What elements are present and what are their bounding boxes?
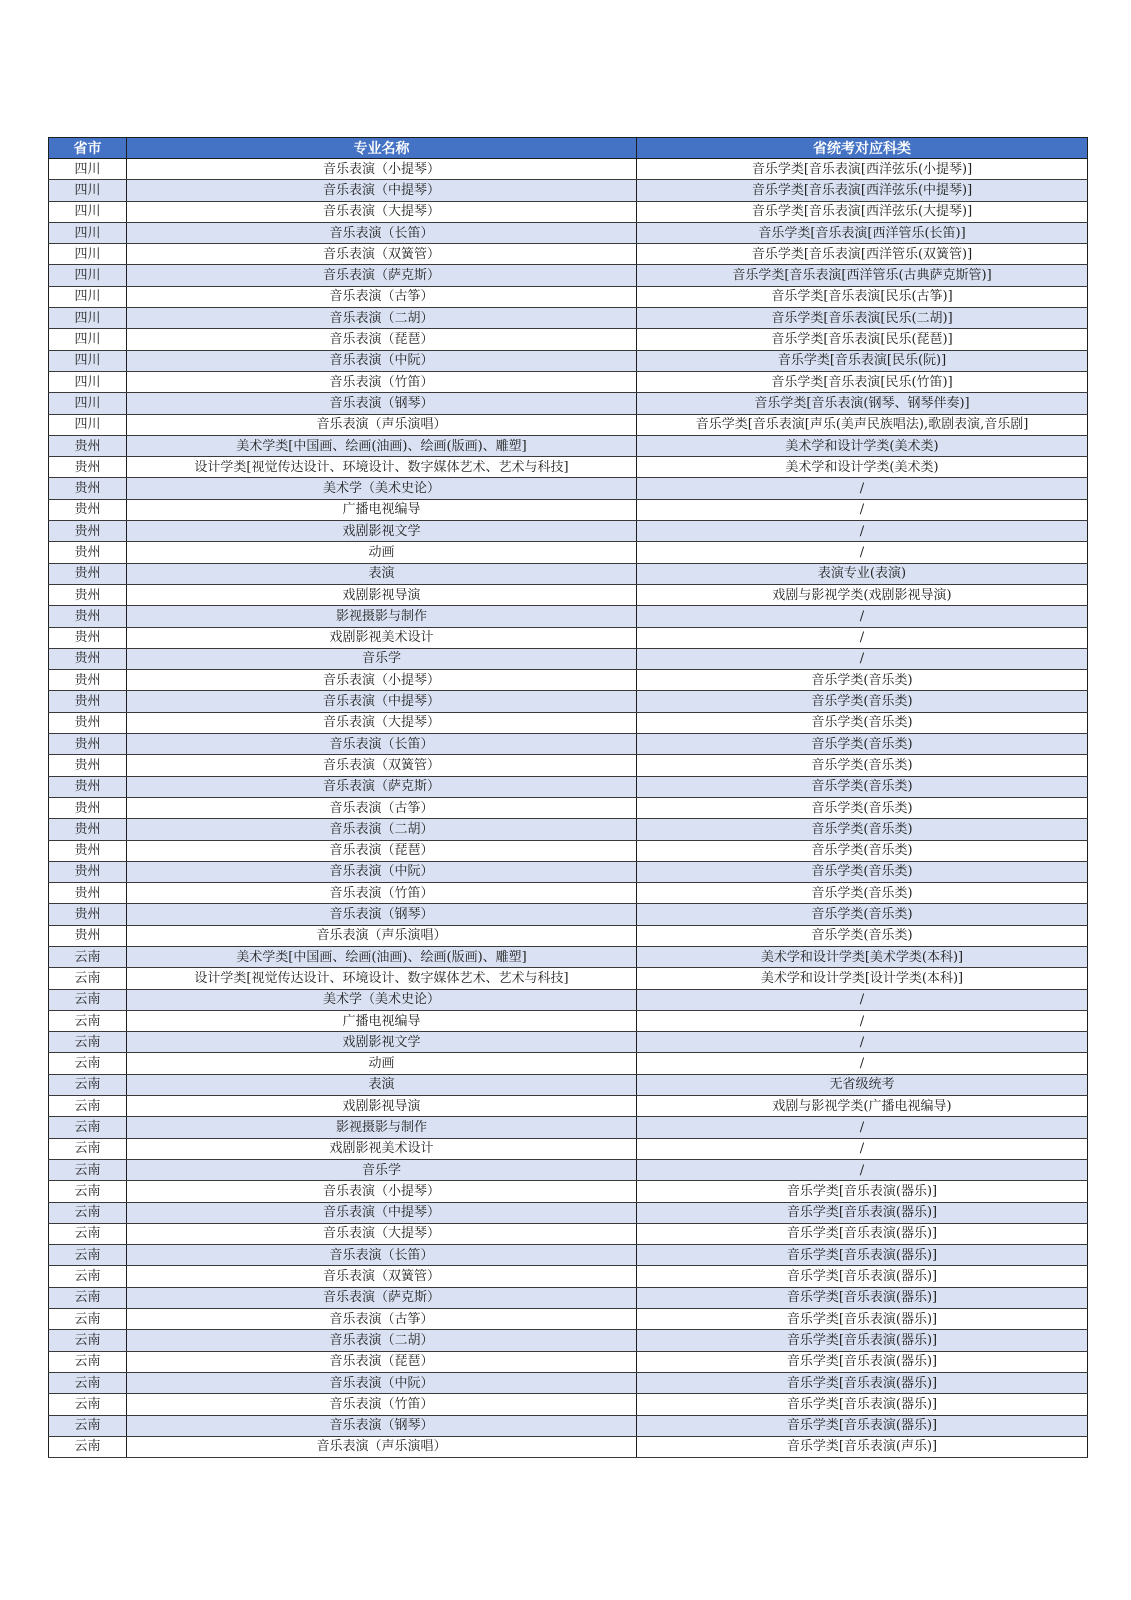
cell-exam-category: / xyxy=(637,1032,1088,1053)
cell-major-name: 音乐表演（琵琶） xyxy=(127,1351,637,1372)
cell-major-name: 音乐表演（大提琴） xyxy=(127,201,637,222)
cell-exam-category: 音乐学类[音乐表演(器乐)] xyxy=(637,1372,1088,1393)
table-row xyxy=(49,435,1088,456)
cell-province: 云南 xyxy=(49,1245,127,1266)
cell-province: 云南 xyxy=(49,1415,127,1436)
cell-major-name: 音乐表演（竹笛） xyxy=(127,371,637,392)
cell-exam-category: 音乐学类[音乐表演[西洋弦乐(中提琴)] xyxy=(637,180,1088,201)
cell-province: 贵州 xyxy=(49,521,127,542)
cell-province: 云南 xyxy=(49,1202,127,1223)
cell-major-name: 音乐表演（中阮） xyxy=(127,861,637,882)
cell-major-name: 戏剧影视导演 xyxy=(127,584,637,605)
cell-province: 贵州 xyxy=(49,478,127,499)
table-row xyxy=(49,244,1088,265)
cell-major-name: 音乐表演（琵琶） xyxy=(127,840,637,861)
table-row xyxy=(49,670,1088,691)
table-row xyxy=(49,1138,1088,1159)
table-row xyxy=(49,1159,1088,1180)
cell-major-name: 音乐表演（双簧管） xyxy=(127,244,637,265)
table-row xyxy=(49,1436,1088,1457)
cell-exam-category: 音乐学类[音乐表演(器乐)] xyxy=(637,1266,1088,1287)
cell-major-name: 音乐表演（双簧管） xyxy=(127,1266,637,1287)
cell-exam-category: 音乐学类[音乐表演(器乐)] xyxy=(637,1202,1088,1223)
table-row xyxy=(49,499,1088,520)
cell-province: 云南 xyxy=(49,1074,127,1095)
table-row xyxy=(49,542,1088,563)
cell-province: 四川 xyxy=(49,350,127,371)
cell-exam-category: 无省级统考 xyxy=(637,1074,1088,1095)
table-row xyxy=(49,308,1088,329)
cell-exam-category: / xyxy=(637,499,1088,520)
cell-exam-category: 表演专业(表演) xyxy=(637,563,1088,584)
cell-exam-category: 美术学和设计学类(美术类) xyxy=(637,435,1088,456)
table-row xyxy=(49,457,1088,478)
cell-major-name: 音乐表演（双簧管） xyxy=(127,755,637,776)
cell-exam-category: / xyxy=(637,1117,1088,1138)
cell-major-name: 音乐表演（长笛） xyxy=(127,734,637,755)
table-row xyxy=(49,797,1088,818)
cell-major-name: 音乐表演（中阮） xyxy=(127,350,637,371)
cell-major-name: 音乐表演（小提琴） xyxy=(127,159,637,180)
table-row xyxy=(49,1415,1088,1436)
table-row xyxy=(49,861,1088,882)
cell-province: 贵州 xyxy=(49,648,127,669)
cell-province: 云南 xyxy=(49,1351,127,1372)
table-row xyxy=(49,691,1088,712)
cell-province: 四川 xyxy=(49,244,127,265)
cell-exam-category: 音乐学类[音乐表演[西洋管乐(双簧管)] xyxy=(637,244,1088,265)
cell-exam-category: 音乐学类(音乐类) xyxy=(637,840,1088,861)
cell-exam-category: 美术学和设计学类(美术类) xyxy=(637,457,1088,478)
cell-major-name: 音乐表演（古筝） xyxy=(127,1309,637,1330)
major-mapping-table xyxy=(48,137,1088,1458)
table-row xyxy=(49,1394,1088,1415)
cell-major-name: 音乐表演（声乐演唱） xyxy=(127,1436,637,1457)
table-row xyxy=(49,755,1088,776)
cell-major-name: 音乐表演（钢琴） xyxy=(127,1415,637,1436)
table-row xyxy=(49,1032,1088,1053)
cell-exam-category: 音乐学类[音乐表演[声乐(美声民族唱法),歌剧表演,音乐剧] xyxy=(637,414,1088,435)
cell-province: 云南 xyxy=(49,1117,127,1138)
cell-province: 贵州 xyxy=(49,883,127,904)
cell-exam-category: 戏剧与影视学类(戏剧影视导演) xyxy=(637,584,1088,605)
table-row xyxy=(49,1096,1088,1117)
cell-major-name: 音乐表演（声乐演唱） xyxy=(127,414,637,435)
table-body xyxy=(49,159,1088,1458)
cell-exam-category: 音乐学类(音乐类) xyxy=(637,734,1088,755)
table-row xyxy=(49,371,1088,392)
cell-exam-category: / xyxy=(637,606,1088,627)
cell-major-name: 音乐表演（二胡） xyxy=(127,308,637,329)
cell-major-name: 戏剧影视美术设计 xyxy=(127,627,637,648)
cell-major-name: 美术学（美术史论） xyxy=(127,478,637,499)
cell-province: 云南 xyxy=(49,1394,127,1415)
cell-major-name: 美术学（美术史论） xyxy=(127,989,637,1010)
cell-province: 四川 xyxy=(49,286,127,307)
cell-exam-category: 音乐学类(音乐类) xyxy=(637,883,1088,904)
cell-exam-category: / xyxy=(637,1159,1088,1180)
cell-major-name: 音乐表演（竹笛） xyxy=(127,1394,637,1415)
header-major-name: 专业名称 xyxy=(127,138,637,159)
cell-exam-category: 音乐学类[音乐表演(器乐)] xyxy=(637,1223,1088,1244)
cell-province: 贵州 xyxy=(49,435,127,456)
cell-province: 云南 xyxy=(49,1096,127,1117)
cell-exam-category: 音乐学类[音乐表演(声乐)] xyxy=(637,1436,1088,1457)
table-row xyxy=(49,222,1088,243)
cell-province: 云南 xyxy=(49,1309,127,1330)
cell-province: 云南 xyxy=(49,989,127,1010)
cell-major-name: 动画 xyxy=(127,542,637,563)
cell-province: 云南 xyxy=(49,1372,127,1393)
cell-province: 贵州 xyxy=(49,712,127,733)
cell-exam-category: 音乐学类[音乐表演(器乐)] xyxy=(637,1415,1088,1436)
table-row xyxy=(49,563,1088,584)
cell-exam-category: 音乐学类(音乐类) xyxy=(637,755,1088,776)
header-province: 省市 xyxy=(49,138,127,159)
cell-exam-category: 戏剧与影视学类(广播电视编导) xyxy=(637,1096,1088,1117)
cell-province: 四川 xyxy=(49,180,127,201)
cell-province: 四川 xyxy=(49,222,127,243)
table-row xyxy=(49,286,1088,307)
table-row xyxy=(49,968,1088,989)
cell-major-name: 音乐学 xyxy=(127,1159,637,1180)
table-row xyxy=(49,159,1088,180)
cell-exam-category: 音乐学类[音乐表演[民乐(古筝)] xyxy=(637,286,1088,307)
cell-exam-category: 音乐学类[音乐表演(器乐)] xyxy=(637,1181,1088,1202)
cell-exam-category: 音乐学类[音乐表演(钢琴、钢琴伴奏)] xyxy=(637,393,1088,414)
cell-major-name: 音乐表演（萨克斯） xyxy=(127,265,637,286)
cell-province: 云南 xyxy=(49,946,127,967)
cell-major-name: 音乐表演（萨克斯） xyxy=(127,776,637,797)
cell-province: 云南 xyxy=(49,968,127,989)
cell-exam-category: / xyxy=(637,542,1088,563)
cell-exam-category: 音乐学类(音乐类) xyxy=(637,861,1088,882)
cell-major-name: 动画 xyxy=(127,1053,637,1074)
cell-exam-category: 音乐学类[音乐表演(器乐)] xyxy=(637,1287,1088,1308)
table-row xyxy=(49,265,1088,286)
table-row xyxy=(49,606,1088,627)
cell-province: 贵州 xyxy=(49,584,127,605)
cell-province: 贵州 xyxy=(49,542,127,563)
table-row xyxy=(49,393,1088,414)
cell-major-name: 音乐表演（竹笛） xyxy=(127,883,637,904)
cell-exam-category: 音乐学类[音乐表演(器乐)] xyxy=(637,1245,1088,1266)
cell-major-name: 音乐表演（萨克斯） xyxy=(127,1287,637,1308)
cell-exam-category: / xyxy=(637,627,1088,648)
table-row xyxy=(49,201,1088,222)
cell-province: 贵州 xyxy=(49,499,127,520)
table-row xyxy=(49,1309,1088,1330)
cell-province: 贵州 xyxy=(49,457,127,478)
cell-exam-category: 音乐学类(音乐类) xyxy=(637,819,1088,840)
table-row xyxy=(49,883,1088,904)
cell-province: 贵州 xyxy=(49,776,127,797)
cell-province: 四川 xyxy=(49,308,127,329)
table-row xyxy=(49,776,1088,797)
table-row xyxy=(49,819,1088,840)
table-row xyxy=(49,1287,1088,1308)
cell-province: 云南 xyxy=(49,1266,127,1287)
cell-province: 云南 xyxy=(49,1223,127,1244)
table-row xyxy=(49,712,1088,733)
cell-major-name: 广播电视编导 xyxy=(127,1010,637,1031)
cell-province: 云南 xyxy=(49,1330,127,1351)
cell-exam-category: 音乐学类[音乐表演(器乐)] xyxy=(637,1351,1088,1372)
cell-province: 贵州 xyxy=(49,904,127,925)
cell-major-name: 音乐表演（中提琴） xyxy=(127,180,637,201)
cell-exam-category: / xyxy=(637,989,1088,1010)
cell-province: 贵州 xyxy=(49,691,127,712)
table-row xyxy=(49,414,1088,435)
cell-exam-category: 音乐学类(音乐类) xyxy=(637,691,1088,712)
cell-major-name: 音乐表演（钢琴） xyxy=(127,393,637,414)
cell-major-name: 音乐表演（二胡） xyxy=(127,1330,637,1351)
cell-major-name: 音乐表演（大提琴） xyxy=(127,1223,637,1244)
cell-exam-category: 音乐学类(音乐类) xyxy=(637,712,1088,733)
cell-province: 贵州 xyxy=(49,670,127,691)
cell-province: 贵州 xyxy=(49,819,127,840)
cell-province: 四川 xyxy=(49,159,127,180)
cell-province: 贵州 xyxy=(49,797,127,818)
table-row xyxy=(49,350,1088,371)
cell-exam-category: 音乐学类[音乐表演(器乐)] xyxy=(637,1309,1088,1330)
cell-exam-category: 音乐学类[音乐表演[民乐(阮)] xyxy=(637,350,1088,371)
table-row xyxy=(49,1117,1088,1138)
table-row xyxy=(49,904,1088,925)
cell-exam-category: 音乐学类(音乐类) xyxy=(637,904,1088,925)
cell-province: 贵州 xyxy=(49,734,127,755)
cell-province: 云南 xyxy=(49,1010,127,1031)
cell-province: 四川 xyxy=(49,329,127,350)
cell-major-name: 音乐表演（小提琴） xyxy=(127,670,637,691)
table-row xyxy=(49,840,1088,861)
cell-province: 贵州 xyxy=(49,606,127,627)
cell-province: 贵州 xyxy=(49,755,127,776)
cell-exam-category: 音乐学类[音乐表演(器乐)] xyxy=(637,1394,1088,1415)
table-row xyxy=(49,1266,1088,1287)
cell-province: 四川 xyxy=(49,393,127,414)
cell-exam-category: 音乐学类[音乐表演[民乐(二胡)] xyxy=(637,308,1088,329)
cell-major-name: 广播电视编导 xyxy=(127,499,637,520)
cell-major-name: 戏剧影视文学 xyxy=(127,1032,637,1053)
cell-province: 贵州 xyxy=(49,563,127,584)
table-row xyxy=(49,1330,1088,1351)
table-row xyxy=(49,1351,1088,1372)
table-row xyxy=(49,1202,1088,1223)
table-row xyxy=(49,584,1088,605)
cell-exam-category: 美术学和设计学类[美术学类(本科)] xyxy=(637,946,1088,967)
cell-province: 云南 xyxy=(49,1138,127,1159)
cell-province: 四川 xyxy=(49,201,127,222)
table-row xyxy=(49,627,1088,648)
cell-major-name: 美术学类[中国画、绘画(油画)、绘画(版画)、雕塑] xyxy=(127,435,637,456)
cell-major-name: 美术学类[中国画、绘画(油画)、绘画(版画)、雕塑] xyxy=(127,946,637,967)
cell-exam-category: 音乐学类(音乐类) xyxy=(637,776,1088,797)
cell-major-name: 音乐表演（大提琴） xyxy=(127,712,637,733)
cell-exam-category: / xyxy=(637,1053,1088,1074)
table-row xyxy=(49,1181,1088,1202)
cell-exam-category: 音乐学类(音乐类) xyxy=(637,670,1088,691)
cell-province: 云南 xyxy=(49,1032,127,1053)
cell-major-name: 音乐表演（中阮） xyxy=(127,1372,637,1393)
cell-province: 云南 xyxy=(49,1159,127,1180)
cell-province: 四川 xyxy=(49,414,127,435)
cell-major-name: 音乐学 xyxy=(127,648,637,669)
cell-major-name: 音乐表演（古筝） xyxy=(127,797,637,818)
cell-province: 贵州 xyxy=(49,840,127,861)
cell-province: 云南 xyxy=(49,1053,127,1074)
cell-major-name: 音乐表演（中提琴） xyxy=(127,1202,637,1223)
table-row xyxy=(49,1074,1088,1095)
table-row xyxy=(49,180,1088,201)
cell-exam-category: 音乐学类[音乐表演[西洋管乐(古典萨克斯管)] xyxy=(637,265,1088,286)
cell-province: 四川 xyxy=(49,371,127,392)
cell-major-name: 音乐表演（中提琴） xyxy=(127,691,637,712)
table-row xyxy=(49,521,1088,542)
table-header-row xyxy=(49,138,1088,159)
cell-major-name: 戏剧影视文学 xyxy=(127,521,637,542)
cell-province: 贵州 xyxy=(49,925,127,946)
cell-exam-category: 音乐学类[音乐表演[民乐(竹笛)] xyxy=(637,371,1088,392)
cell-province: 贵州 xyxy=(49,627,127,648)
cell-exam-category: / xyxy=(637,648,1088,669)
cell-major-name: 音乐表演（二胡） xyxy=(127,819,637,840)
table-row xyxy=(49,1053,1088,1074)
cell-major-name: 音乐表演（声乐演唱） xyxy=(127,925,637,946)
cell-province: 云南 xyxy=(49,1181,127,1202)
table-row xyxy=(49,478,1088,499)
cell-major-name: 戏剧影视美术设计 xyxy=(127,1138,637,1159)
table-row xyxy=(49,1223,1088,1244)
table-row xyxy=(49,329,1088,350)
cell-province: 云南 xyxy=(49,1436,127,1457)
cell-major-name: 设计学类[视觉传达设计、环境设计、数字媒体艺术、艺术与科技] xyxy=(127,457,637,478)
cell-exam-category: 音乐学类[音乐表演[西洋管乐(长笛)] xyxy=(637,222,1088,243)
table-row xyxy=(49,1010,1088,1031)
cell-major-name: 戏剧影视导演 xyxy=(127,1096,637,1117)
cell-major-name: 影视摄影与制作 xyxy=(127,1117,637,1138)
table-row xyxy=(49,925,1088,946)
cell-exam-category: / xyxy=(637,1010,1088,1031)
table-row xyxy=(49,946,1088,967)
cell-major-name: 音乐表演（钢琴） xyxy=(127,904,637,925)
cell-exam-category: 音乐学类[音乐表演[西洋弦乐(大提琴)] xyxy=(637,201,1088,222)
cell-major-name: 音乐表演（长笛） xyxy=(127,1245,637,1266)
cell-major-name: 设计学类[视觉传达设计、环境设计、数字媒体艺术、艺术与科技] xyxy=(127,968,637,989)
cell-major-name: 影视摄影与制作 xyxy=(127,606,637,627)
table-row xyxy=(49,648,1088,669)
cell-province: 贵州 xyxy=(49,861,127,882)
cell-exam-category: / xyxy=(637,478,1088,499)
cell-exam-category: 音乐学类(音乐类) xyxy=(637,925,1088,946)
cell-major-name: 音乐表演（长笛） xyxy=(127,222,637,243)
header-exam-category: 省统考对应科类 xyxy=(637,138,1088,159)
cell-exam-category: 音乐学类[音乐表演[西洋弦乐(小提琴)] xyxy=(637,159,1088,180)
cell-exam-category: 音乐学类(音乐类) xyxy=(637,797,1088,818)
table-row xyxy=(49,989,1088,1010)
table-row xyxy=(49,1245,1088,1266)
table-row xyxy=(49,734,1088,755)
cell-exam-category: 音乐学类[音乐表演(器乐)] xyxy=(637,1330,1088,1351)
cell-major-name: 表演 xyxy=(127,1074,637,1095)
cell-major-name: 音乐表演（古筝） xyxy=(127,286,637,307)
cell-exam-category: 音乐学类[音乐表演[民乐(琵琶)] xyxy=(637,329,1088,350)
table-row xyxy=(49,1372,1088,1393)
cell-exam-category: / xyxy=(637,521,1088,542)
cell-exam-category: / xyxy=(637,1138,1088,1159)
cell-major-name: 表演 xyxy=(127,563,637,584)
cell-province: 四川 xyxy=(49,265,127,286)
cell-exam-category: 美术学和设计学类[设计学类(本科)] xyxy=(637,968,1088,989)
cell-province: 云南 xyxy=(49,1287,127,1308)
cell-major-name: 音乐表演（琵琶） xyxy=(127,329,637,350)
cell-major-name: 音乐表演（小提琴） xyxy=(127,1181,637,1202)
